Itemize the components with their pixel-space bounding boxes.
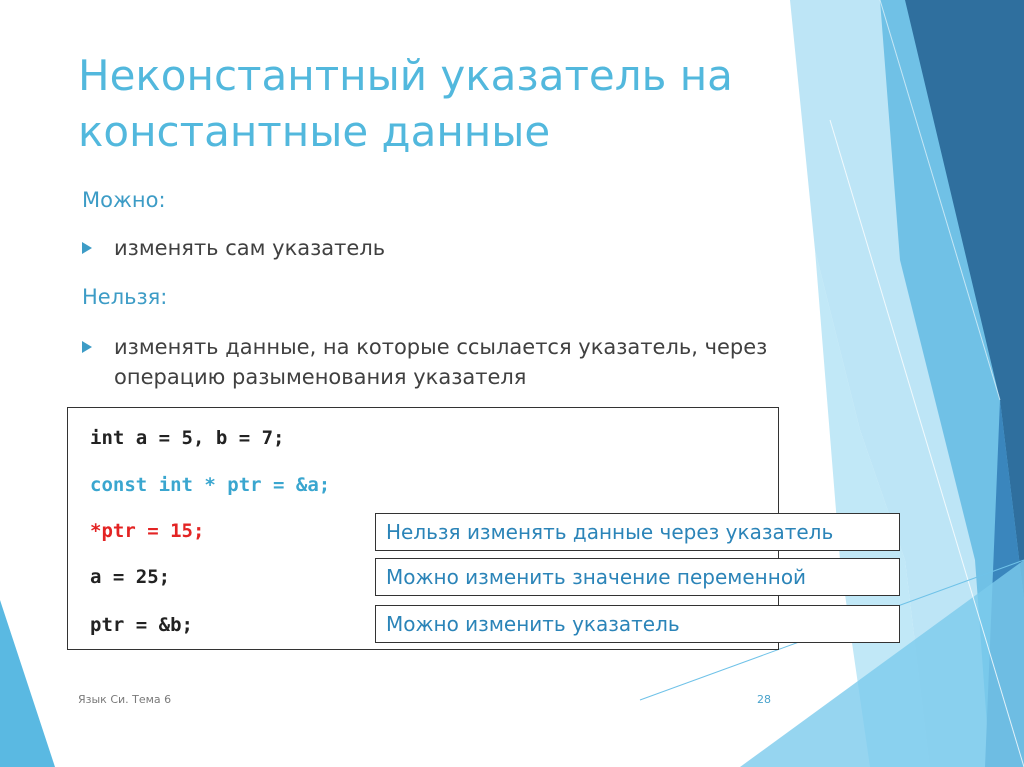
code-line-2: const int * ptr = &a; xyxy=(90,474,331,496)
code-line-4: a = 25; xyxy=(90,566,171,588)
code-line-3: *ptr = 15; xyxy=(90,520,205,542)
footer-topic: Язык Си. Тема 6 xyxy=(78,693,172,706)
note-can-change-pointer: Можно изменить указатель xyxy=(375,605,900,643)
slide-title: Неконстантный указатель на константные данные xyxy=(78,51,733,156)
cannot-label: Нельзя: xyxy=(82,285,168,309)
note-can-change-variable: Можно изменить значение переменной xyxy=(375,558,900,596)
can-item-text: изменять сам указатель xyxy=(114,236,386,260)
note-cannot-change-data: Нельзя изменять данные через указатель xyxy=(375,513,900,551)
code-line-5: ptr = &b; xyxy=(90,614,193,636)
can-label: Можно: xyxy=(82,188,166,212)
cannot-item-text: изменять данные, на которые ссылается указатель, через операцию разыменования указателя xyxy=(114,335,768,389)
bullet-arrow-icon xyxy=(82,341,92,353)
page-number: 28 xyxy=(757,693,771,706)
code-line-1: int a = 5, b = 7; xyxy=(90,427,285,449)
bullet-arrow-icon xyxy=(82,242,92,254)
